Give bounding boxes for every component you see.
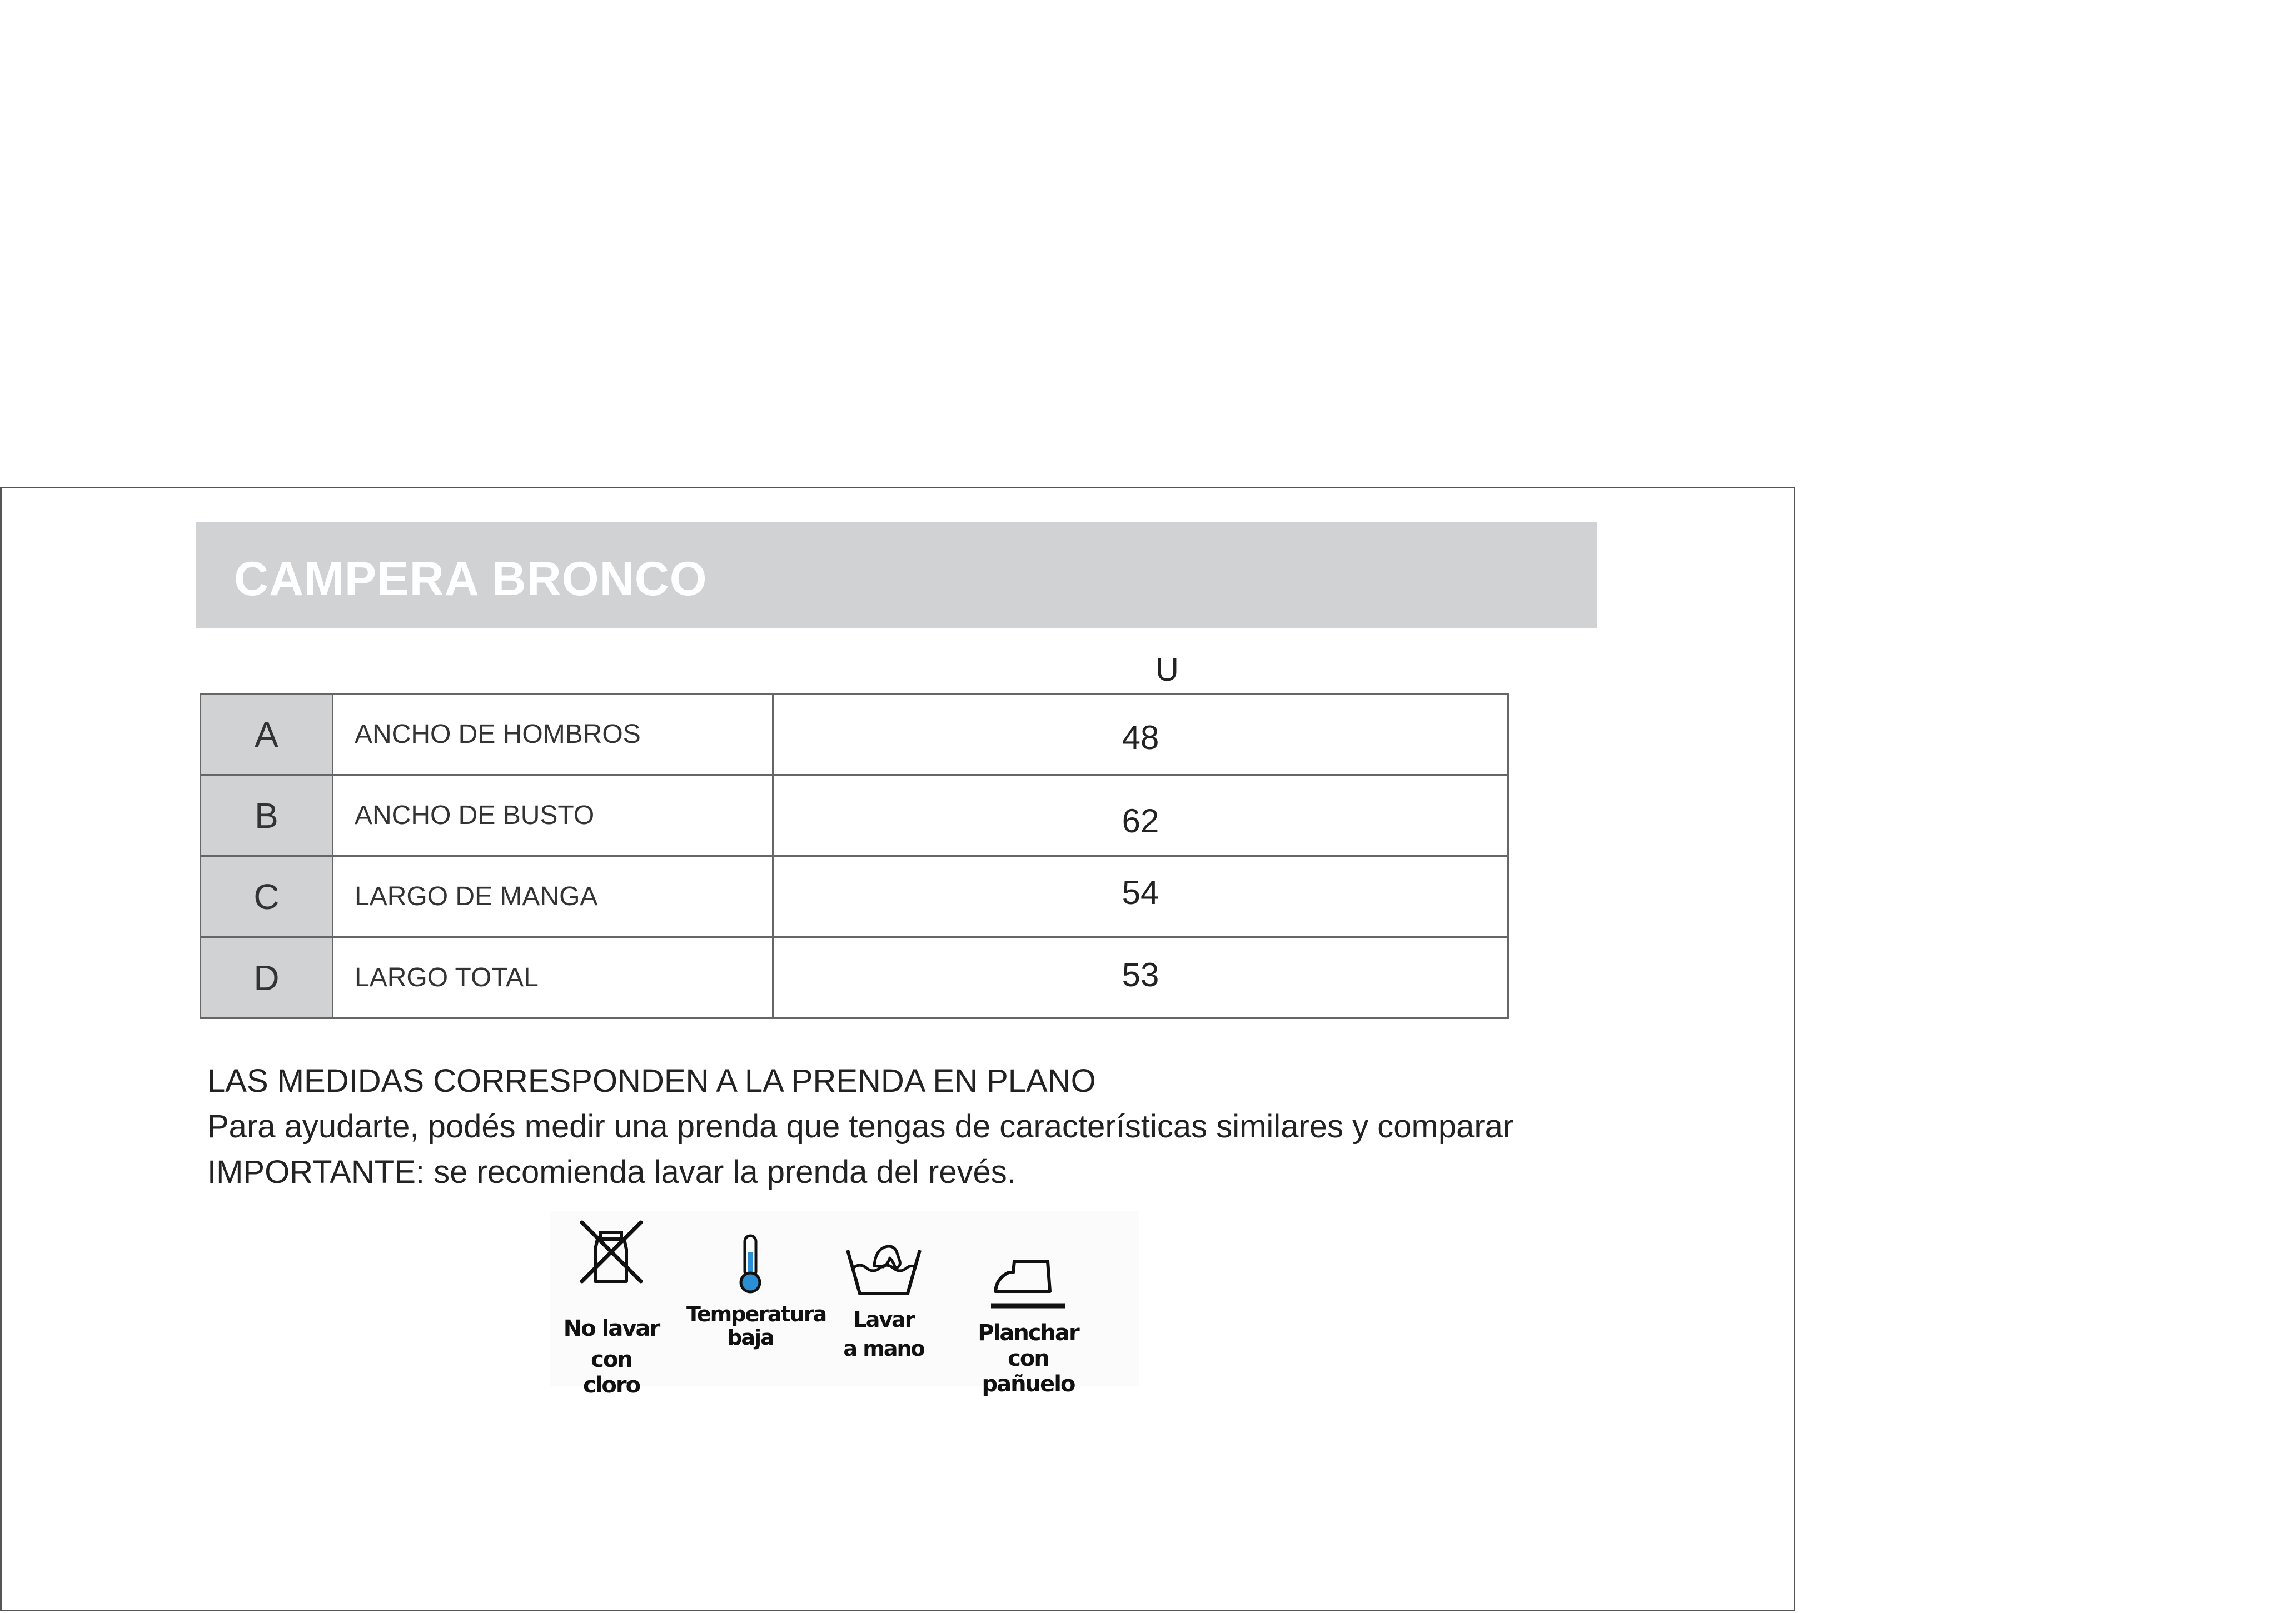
title-bar — [196, 522, 1597, 628]
measurement-code: A — [201, 694, 333, 775]
care-no-bleach — [561, 1216, 661, 1398]
flat-measure-note: LAS MEDIDAS CORRESPONDEN A LA PRENDA EN PLANO — [207, 1063, 1096, 1099]
no-bleach-icon — [575, 1216, 648, 1288]
care-iron-line1: Planchar — [978, 1320, 1079, 1346]
measurement-value: 48 — [773, 694, 1508, 775]
size-column-header: U — [1156, 652, 1179, 688]
measurement-value: 62 — [773, 775, 1508, 856]
table-row — [201, 937, 1508, 1018]
table-row — [201, 694, 1508, 775]
product-title: CAMPERA BRONCO — [234, 552, 708, 606]
care-no-bleach-line1: No lavar — [563, 1316, 660, 1341]
measurement-label: ANCHO DE HOMBROS — [333, 694, 773, 775]
care-hand-wash-line1: Lavar — [853, 1307, 914, 1332]
measurement-code: C — [201, 856, 333, 937]
wash-inside-out-note: IMPORTANTE: se recomienda lavar la prenda del revés. — [207, 1154, 1016, 1190]
care-hand-wash — [831, 1239, 937, 1360]
table-row — [201, 856, 1508, 937]
measurement-label: LARGO DE MANGA — [333, 856, 773, 937]
iron-icon — [987, 1250, 1070, 1311]
document-frame — [0, 487, 1795, 1611]
care-hand-wash-line2: a mano — [843, 1336, 924, 1361]
thermometer-icon — [731, 1234, 770, 1295]
care-iron-line2: con pañuelo — [982, 1346, 1075, 1397]
notes-block — [207, 1058, 1513, 1195]
care-low-temp-line2: baja — [727, 1325, 774, 1350]
measurement-label: ANCHO DE BUSTO — [333, 775, 773, 856]
hand-wash-icon — [842, 1239, 925, 1300]
care-no-bleach-line2: con cloro — [582, 1347, 640, 1398]
care-iron — [962, 1250, 1095, 1397]
measurement-code: B — [201, 775, 333, 856]
care-low-temp-line1: Temperatura — [686, 1302, 826, 1326]
measurement-value: 53 — [773, 937, 1508, 1018]
table-row — [201, 775, 1508, 856]
measurement-table — [200, 693, 1509, 1019]
compare-tip: Para ayudarte, podés medir una prenda que tengas de características similares y comparar — [207, 1108, 1514, 1145]
measurement-value: 54 — [773, 856, 1508, 937]
measurement-code: D — [201, 937, 333, 1018]
care-low-temp — [686, 1234, 826, 1350]
care-instructions — [550, 1211, 1139, 1398]
measurement-label: LARGO TOTAL — [333, 937, 773, 1018]
